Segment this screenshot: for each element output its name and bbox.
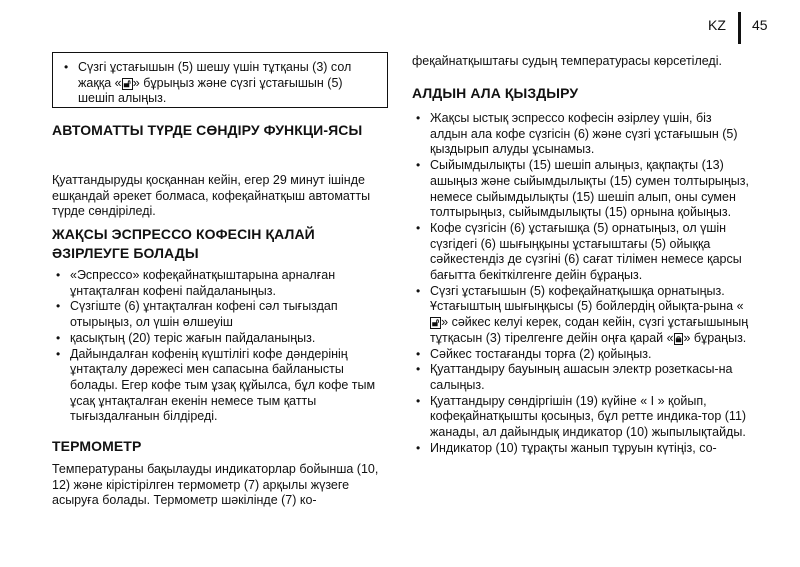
- header-divider: [738, 12, 741, 44]
- note-list: [60, 60, 382, 107]
- page-number: 45: [752, 17, 768, 33]
- continuation-text: феқайнатқыштағы судың температурасы көрсетіледі.: [412, 54, 722, 68]
- list-item: • «Эспрессо» кофеқайнатқыштарына арналған ұнтақталған кофені пайдаланыңыз.: [52, 268, 386, 299]
- preheat-list: [412, 111, 750, 456]
- list-item: • Индикатор (10) тұрақты жанып тұруын күтіңіз, со-: [412, 441, 750, 457]
- list-item: • Жақсы ыстық эспрессо кофесін әзірлеу үшін, біз алдын ала кофе сүзгісін (6) және сүзгі ұстағышын (5) қыздырып алуды ұсынамыз.: [412, 111, 750, 158]
- thermometer-title: ТЕРМОМЕТР: [52, 438, 142, 454]
- list-item: • Кофе сүзгісін (6) ұстағышқа (5) орнатыңыз, ол үшін сүзгідегі (6) шығыңқыны ұстағыштағы (5) ойыққа сәйкестендіз де сүзгіні (6) сағат тілімен немесе қарсы бағытта бекіткілгенге дейін бұраңыз.: [412, 221, 750, 284]
- good-espresso-list: [52, 268, 386, 425]
- unlock-icon: 🔓︎: [432, 317, 440, 330]
- list-item: • Сәйкес тостағанды торға (2) қойыңыз.: [412, 347, 750, 363]
- preheat-title: АЛДЫН АЛА ҚЫЗДЫРУ: [412, 85, 579, 101]
- list-item: • Сыйымдылықты (15) шешіп алыңыз, қақпақты (13) ашыңыз және сыйымдылықты (15) сумен толтырыңыз, немесе сыйымдылықты (15) шешіп алып, оны сумен толтырыңыз, сыйымдылықты (15) орнына қойыңыз.: [412, 158, 750, 221]
- auto-off-title: АВТОМАТТЫ ТҮРДЕ СӨНДІРУ ФУНКЦИ-ЯСЫ: [52, 122, 363, 138]
- list-item: • Қуаттандыру сөндіргішін (19) күйіне « I » қойып, кофеқайнатқышты қосыңыз, бұл ретте индика-тор (11) жанады, ал дайындық индикатор (10) жыпылықтайды.: [412, 394, 750, 441]
- list-item: • Сүзгіште (6) ұнтақталған кофені сәл тығыздап отырыңыз, ол үшін өлшеуіш: [52, 299, 386, 330]
- list-item: • қасықтың (20) теріс жағын пайдаланыңыз.: [52, 331, 386, 347]
- unlock-icon: 🔓︎: [123, 77, 131, 90]
- auto-off-text: Қуаттандыруды қосқаннан кейін, егер 29 минут ішінде ешқандай әрекет болмаса, кофеқайнатқыш автоматты түрде сөндіріледі.: [52, 173, 371, 219]
- list-item: • Дайындалған кофенің күштілігі кофе дәндерінің ұнтақталу дәрежесі мен сапасына байланысты болады. Егер кофе тым ұзақ құйылса, бұл кофе тым ұсақ ұнтақталған екенін немесе тым қатты тығыздалғанын білдіреді.: [52, 347, 386, 426]
- language-code: KZ: [708, 17, 726, 33]
- thermometer-text: Температураны бақылауды индикаторлар бойынша (10, 12) және кірістірілген термометр (7) арқылы жүзеге асыруға болады. Термометр шәкілінде (7) ко-: [52, 462, 379, 508]
- good-espresso-title: ЖАҚСЫ ЭСПРЕССО КОФЕСІН ҚАЛАЙ ӘЗІРЛЕУГЕ БОЛАДЫ: [52, 226, 315, 261]
- list-item: • Қуаттандыру бауының ашасын электр розеткасы-на салыңыз.: [412, 362, 750, 393]
- lock-icon: 🔒︎: [675, 332, 682, 345]
- list-item: • Сүзгі ұстағышын (5) кофеқайнатқышқа орнатыңыз. Ұстағыштың шығыңқысы (5) бойлердің ойықта-рына «🔓︎ » сәйкес келуі керек, содан кейін, сүзгі ұстағышының тұтқасын (3) тірелгенге дейін оңға қарай « 🔒︎ » бұраңыз.: [412, 284, 750, 347]
- note-item: • Сүзгі ұстағышын (5) шешу үшін тұтқаны (3) сол жаққа « 🔓︎ » бұрыңыз және сүзгі ұстағышын (5) шешіп алыңыз.: [60, 60, 382, 107]
